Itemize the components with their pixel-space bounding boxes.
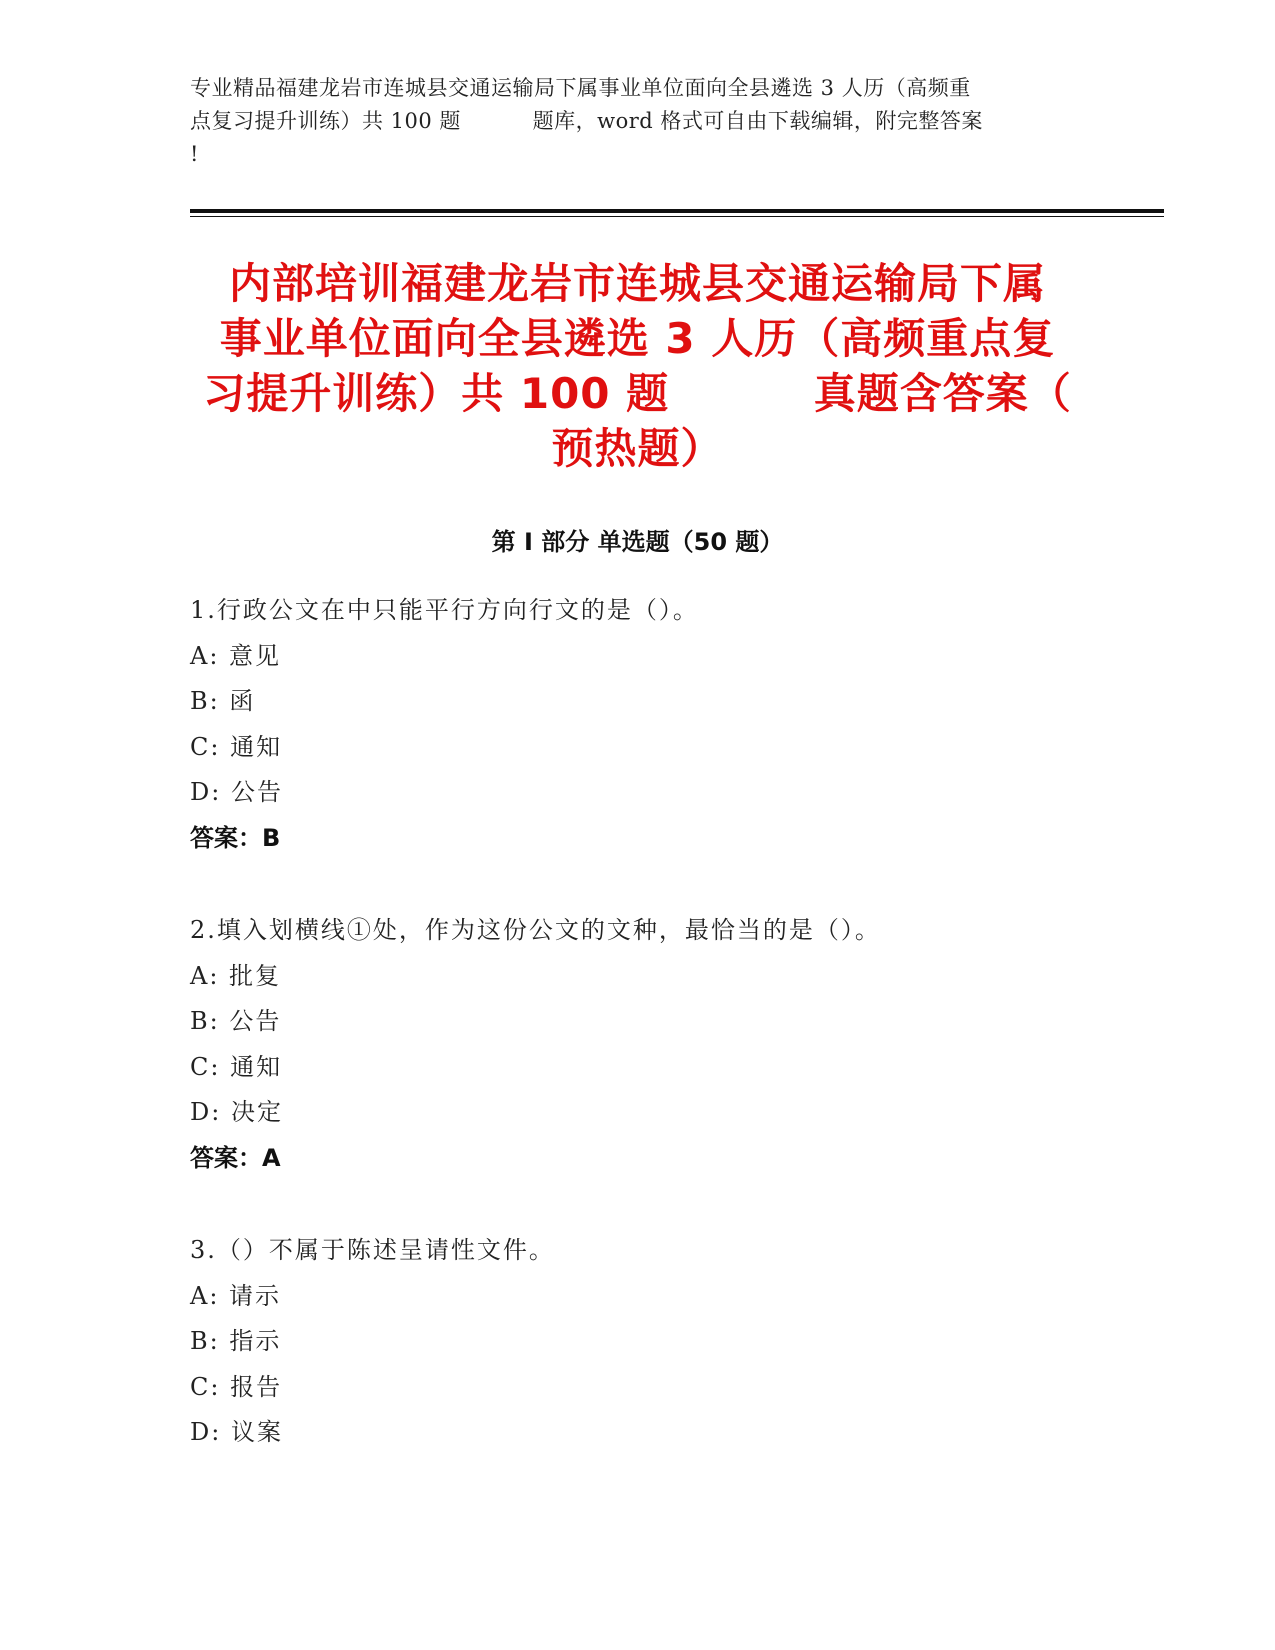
option-b: B: 指示	[190, 1327, 282, 1355]
question-2	[190, 908, 1190, 1181]
question-stem: 1.行政公文在中只能平行方向行文的是（）。	[190, 596, 699, 624]
title-line: 预热题）	[551, 424, 724, 473]
option-b: B: 公告	[190, 1007, 282, 1035]
option-d: D: 公告	[190, 778, 283, 806]
option-a: A: 批复	[190, 961, 282, 990]
option-c: C: 通知	[190, 1052, 283, 1081]
option-b: B: 函	[190, 687, 256, 715]
option-d: D: 议案	[190, 1418, 283, 1446]
header-note	[190, 72, 1090, 171]
question-3	[190, 1228, 1190, 1456]
question-stem: 2.填入划横线①处，作为这份公文的文种，最恰当的是（）。	[190, 916, 881, 944]
section-heading: 第 I 部分 单选题（50 题）	[491, 528, 784, 556]
header-note-line: 点复习提升训练）共 100 题 题库，word 格式可自由下载编辑，附完整答案	[190, 109, 983, 133]
answer-line: 答案：B	[190, 823, 281, 852]
question-1	[190, 588, 1190, 861]
title-line: 习提升训练）共 100 题 真题含答案（	[203, 369, 1072, 418]
title-line: 内部培训福建龙岩市连城县交通运输局下属	[228, 259, 1046, 308]
header-divider-thick	[190, 209, 1164, 213]
option-d: D: 决定	[190, 1098, 283, 1126]
option-a: A: 请示	[190, 1281, 282, 1310]
header-note-line: !	[190, 142, 199, 166]
option-a: A: 意见	[190, 641, 282, 670]
header-note-line: 专业精品福建龙岩市连城县交通运输局下属事业单位面向全县遴选 3 人历（高频重	[190, 76, 971, 100]
option-c: C: 通知	[190, 732, 283, 761]
header-divider-thin	[190, 216, 1164, 217]
title-line: 事业单位面向全县遴选 3 人历（高频重点复	[219, 314, 1056, 363]
question-stem: 3.（）不属于陈述呈请性文件。	[190, 1236, 555, 1264]
option-c: C: 报告	[190, 1372, 283, 1401]
answer-line: 答案：A	[190, 1143, 281, 1172]
document-title	[190, 256, 1085, 476]
